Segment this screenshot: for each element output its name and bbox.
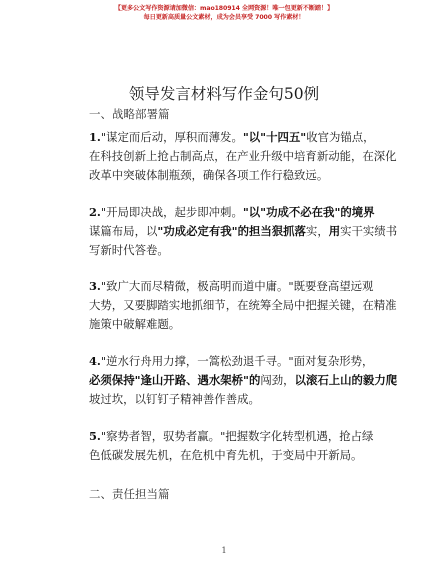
paragraph-line xyxy=(89,446,361,465)
promo-banner-line-1: 【更多公文写作资源请加微信：mao180914 全网资源！唯一包更新不断踏！】 xyxy=(114,5,334,12)
text-run: 在科技创新上抢占制高点，在产业升级中培育新动能，在深化 xyxy=(89,149,397,163)
paragraph-line xyxy=(89,315,361,334)
text-run: 大势，又要脚踏实地抓细节，在统筹全局中把握关键，在精准 xyxy=(89,298,397,312)
bold-text-run: "逢山开路、遇水架桥" xyxy=(134,373,249,387)
paragraph-line xyxy=(89,222,398,241)
paragraph-line xyxy=(89,371,398,390)
section-heading-strategy: 一、战略部署篇 xyxy=(89,107,170,121)
text-run: "谋定而后动，厚积而薄发。 xyxy=(100,130,243,144)
paragraph-line xyxy=(89,277,374,296)
document-title: 领导发言材料写作金句50例 xyxy=(128,85,320,103)
bold-text-run: 5. xyxy=(89,429,101,443)
paragraph-line xyxy=(89,147,397,166)
bold-text-run: 以滚石上山的毅力爬 xyxy=(294,373,398,387)
bold-text-run: 保持 xyxy=(111,373,135,387)
text-run: 施策中破解难题。 xyxy=(89,317,181,331)
bold-text-run: "以"十四五" xyxy=(242,130,307,144)
bold-text-run: 用 xyxy=(328,224,341,238)
paragraph-line xyxy=(89,427,374,446)
text-run: "面对复杂形势， xyxy=(288,354,374,368)
paragraph-4 xyxy=(89,352,398,409)
paragraph-line xyxy=(89,352,374,371)
text-run: 色低碳发展先机，在危机中育先机，于变局中开新局。 xyxy=(89,448,363,462)
text-run: 闯劲， xyxy=(260,373,295,387)
bold-text-run: 1. xyxy=(89,130,101,144)
text-run: "致广大而尽精微，极高明而道中庸。 xyxy=(100,279,289,293)
text-run: "开局即决战，起步即冲刺。 xyxy=(100,205,243,219)
text-run: 收官为锚点， xyxy=(306,130,375,144)
bold-text-run: "以"功成不必在我"的境界 xyxy=(242,205,375,219)
promo-banner xyxy=(0,4,448,22)
promo-banner-line-2: 每日更新高质量公文素材，成为会员享受 7000 写作素材！ xyxy=(143,14,305,21)
section-heading-responsibility: 二、责任担当篇 xyxy=(89,487,170,501)
paragraph-line xyxy=(89,296,397,315)
paragraph-line xyxy=(89,241,361,260)
text-run: "察势者智，驭势者赢。 xyxy=(100,429,221,443)
paragraph-line xyxy=(89,166,361,185)
paragraph-line xyxy=(89,390,361,409)
bold-text-run: 3. xyxy=(89,279,101,293)
bold-text-run: 的 xyxy=(248,373,261,387)
bold-text-run: 必须 xyxy=(89,373,112,387)
text-run: "既要登高望远观 xyxy=(288,279,374,293)
paragraph-line xyxy=(89,128,375,147)
bold-text-run: 4. xyxy=(89,354,101,368)
text-run: 坡过坎，以钉钉子精神善作善成。 xyxy=(89,392,260,406)
bold-text-run: 2. xyxy=(89,205,101,219)
text-run: "把握数字化转型机遇，抢占绿 xyxy=(220,429,374,443)
paragraph-5 xyxy=(89,427,374,465)
page-number: 1 xyxy=(221,546,227,555)
paragraph-3 xyxy=(89,277,397,334)
text-run: 写新时代答卷。 xyxy=(89,243,169,257)
text-run: "逆水行舟用力撑，一篙松劲退千寻。 xyxy=(100,354,289,368)
text-run: 改革中突破体制瓶颈，确保各项工作行稳致远。 xyxy=(89,168,329,182)
paragraph-2 xyxy=(89,203,398,260)
text-run: 实干实绩书 xyxy=(340,224,398,238)
paragraph-line xyxy=(89,203,375,222)
text-run: 谋篇布局，以 xyxy=(89,224,158,238)
bold-text-run: "功成必定有我"的担当狠抓落 xyxy=(157,224,306,238)
paragraph-1 xyxy=(89,128,397,185)
text-run: 实， xyxy=(305,224,329,238)
